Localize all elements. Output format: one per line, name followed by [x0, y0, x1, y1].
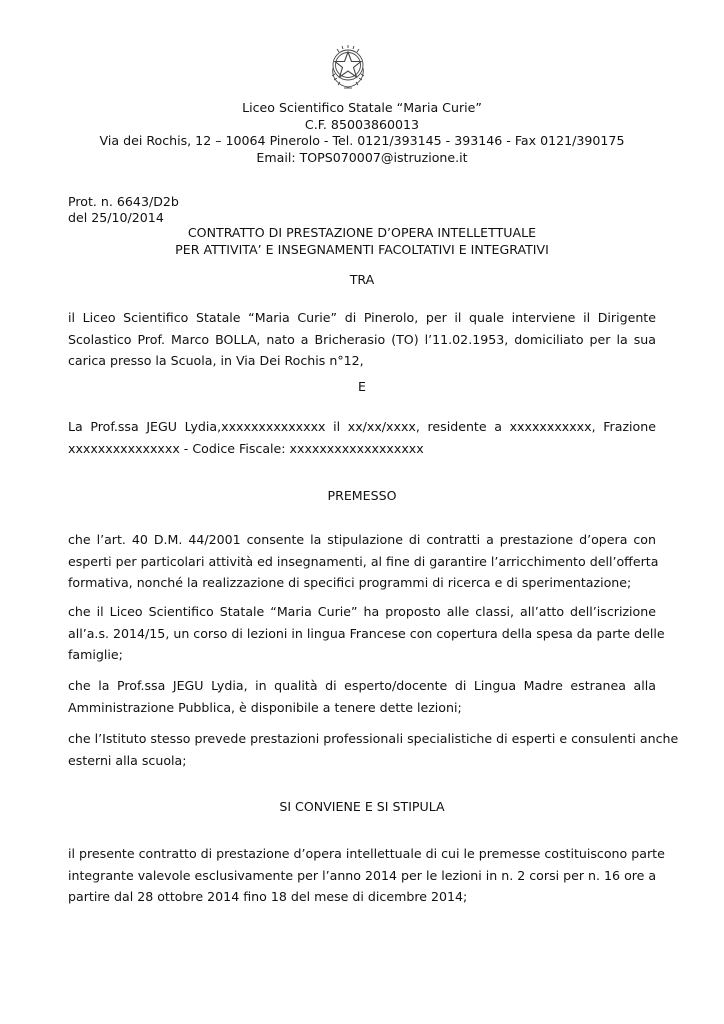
text-line: formativa, nonché la realizzazione di specifici programmi di ricerca e di sperimentazione; [68, 575, 632, 590]
paragraph-premesso-4 [68, 728, 679, 771]
section-e: E [358, 379, 366, 394]
contract-title-line-1: CONTRATTO DI PRESTAZIONE D’OPERA INTELLETTUALE [187, 225, 537, 240]
text-line: La Prof.ssa JEGU Lydia,xxxxxxxxxxxxxx il xx/xx/xxxx, residente a xxxxxxxxxxx, Frazione [68, 419, 656, 434]
paragraph-premesso-1 [68, 529, 659, 594]
protocol-number: Prot. n. 6643/D2b [68, 194, 179, 209]
text-line: partire dal 28 ottobre 2014 fino 18 del mese di dicembre 2014; [68, 889, 468, 904]
paragraph-premesso-2 [68, 601, 665, 666]
text-line: esperti per particolari attività ed insegnamenti, al fine di garantire l’arricchimento dell’offerta [68, 553, 659, 569]
text-line: famiglie; [68, 647, 123, 662]
section-tra: TRA [349, 272, 375, 287]
text-line: che la Prof.ssa JEGU Lydia, in qualità di esperto/docente di Lingua Madre estranea alla [68, 678, 656, 693]
text-line: integrante valevole esclusivamente per l’anno 2014 per le lezioni in n. 2 corsi per n. 16 ore a [68, 867, 657, 883]
paragraph-second-party [68, 416, 656, 459]
contract-title-line-2: PER ATTIVITA’ E INSEGNAMENTI FACOLTATIVI E INTEGRATIVI [175, 241, 549, 257]
text-line: che l’art. 40 D.M. 44/2001 consente la stipulazione di contratti a prestazione d’opera con [68, 532, 656, 547]
text-line: xxxxxxxxxxxxxxx - Codice Fiscale: xxxxxxxxxxxxxxxxxx [68, 440, 424, 456]
school-header [0, 100, 724, 166]
protocol-date: del 25/10/2014 [68, 209, 164, 225]
contract-title [0, 225, 724, 258]
text-line: Amministrazione Pubblica, è disponibile a tenere dette lezioni; [68, 699, 462, 715]
paragraph-clause-1 [68, 843, 665, 908]
school-name: Liceo Scientifico Statale “Maria Curie” [242, 100, 482, 115]
text-line: Scolastico Prof. Marco BOLLA, nato a Bricherasio (TO) l’11.02.1953, domiciliato per la sua [68, 331, 656, 347]
text-line: che il Liceo Scientifico Statale “Maria Curie” ha proposto alle classi, all’atto dell’iscrizione [68, 604, 656, 619]
italian-republic-emblem-icon [327, 44, 369, 90]
text-line: all’a.s. 2014/15, un corso di lezioni in lingua Francese con copertura della spesa da parte delle [68, 625, 665, 641]
paragraph-premesso-3 [68, 675, 656, 718]
text-line: esterni alla scuola; [68, 752, 187, 768]
school-tax-code: C.F. 85003860013 [304, 116, 420, 132]
text-line: carica presso la Scuola, in Via Dei Rochis n°12, [68, 353, 364, 368]
text-line: il presente contratto di prestazione d’opera intellettuale di cui le premesse costituiscono parte [68, 846, 665, 861]
protocol-block [68, 194, 179, 225]
section-premesso: PREMESSO [327, 488, 397, 503]
school-address: Via dei Rochis, 12 – 10064 Pinerolo - Tel. 0121/393145 - 393146 - Fax 0121/390175 [99, 133, 625, 148]
section-si-conviene: SI CONVIENE E SI STIPULA [279, 799, 445, 814]
text-line: che l’Istituto stesso prevede prestazioni professionali specialistiche di esperti e consulenti anche [68, 731, 679, 746]
school-email: Email: TOPS070007@istruzione.it [256, 149, 468, 165]
paragraph-first-party [68, 307, 656, 372]
text-line: il Liceo Scientifico Statale “Maria Curie” di Pinerolo, per il quale interviene il Dirigente [68, 310, 656, 325]
